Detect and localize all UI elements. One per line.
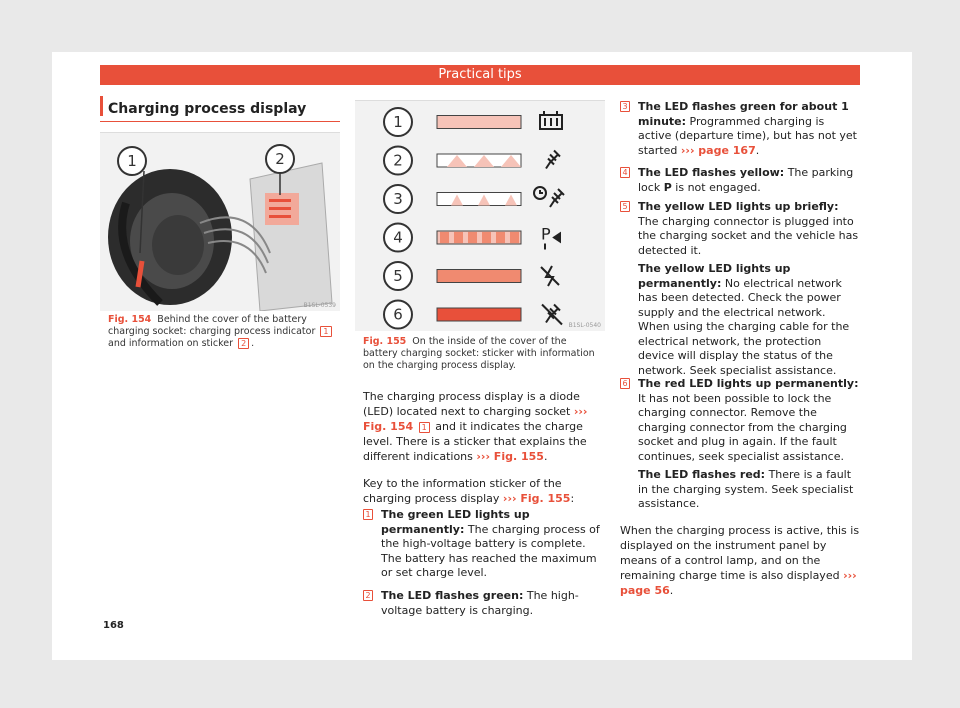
parking-p-letter: P [663,180,672,194]
link-fig155-key[interactable]: ››› Fig. 155 [502,492,571,505]
svg-text:P: P [541,224,551,244]
key-item-3 [622,100,860,158]
section-marker [100,96,103,116]
item-number: 4 [620,167,630,178]
led-bar [437,308,521,321]
row-number: 2 [393,151,403,170]
outro-tail: . [669,584,674,597]
no-power-icon [541,266,559,286]
svg-text:1: 1 [127,152,137,170]
fig155-caption-text: On the inside of the cover of the battery charging socket: sticker with information on the charging process display. [363,336,595,371]
led-bar [437,231,521,244]
fig155-caption [363,336,603,372]
outro-text: When the charging process is active, this is displayed on the instrument panel by means of a control lamp, and on the remaining charge time is also displayed [620,524,860,582]
led-bar [437,116,521,129]
intro-paragraph [363,389,603,464]
item-number: 2 [363,590,373,601]
fig154-image [100,132,340,311]
row-number: 1 [393,113,403,131]
item-body: It has not been possible to lock the charging connector. Remove the charging connector from the charging socket and plug in again. If the fault continues, seek specialist assistance. [638,391,847,463]
fig154-label: Fig. 154 [108,314,152,325]
item-tail: is not engaged. [675,180,761,194]
led-sticker-diagram [355,101,605,331]
item-tail: . [755,143,760,157]
parking-p-icon [541,225,560,250]
item-body: The charging process of the high-voltage battery is complete. The battery has reached the maximum or set charge level. [381,522,600,579]
fig154-code: B1SL-0539 [303,302,336,309]
fig154-caption [108,314,340,350]
item-head-2: The yellow LED lights up permanently: [638,262,791,290]
fig154-caption-a: Behind the cover of the battery charging socket: charging process indicator [108,314,316,337]
section-title: Charging process display [108,101,307,117]
key-item-1 [365,508,603,581]
led-dash [440,232,449,243]
key-item-2 [365,589,603,618]
fig154-caption-c: . [251,338,255,349]
item-body-2: No electrical network has been detected. Check the power supply and the electrical network. When using the charging cable for the electrical network, the protection device will display the status of the network. Seek specialist assistance. [638,276,850,377]
key-paragraph [363,476,603,506]
row-number: 6 [393,305,403,324]
item-body: The parking lock [638,166,854,194]
row-number: 4 [393,228,403,247]
item-number: 1 [363,509,373,520]
link-fig154[interactable]: ››› Fig. 154 [363,405,588,433]
item-body: The high-voltage battery is charging. [381,589,579,617]
row-number: 3 [393,190,403,208]
intro-text-a: The charging process display is a diode (LED) located next to charging socket [363,390,580,418]
intro-text-b: and it indicates the charge level. There is a sticker that explains the different indications [363,420,587,463]
key-colon: : [570,492,575,505]
key-item-5 [622,200,860,378]
link-page-56[interactable]: ››› page 56 [620,569,857,597]
plug-icon [546,151,560,169]
row-number: 5 [393,267,403,285]
svg-text:2: 2 [275,150,285,168]
caption-callout-2: 2 [238,338,249,349]
led-dash [468,232,477,243]
item-number: 5 [620,201,630,212]
intro-callout-1: 1 [419,422,430,433]
page-number: 168 [103,620,124,631]
chapter-band: Practical tips [100,65,860,85]
item-body-2: There is a fault in the charging system. Seek specialist assistance. [638,468,854,510]
fig155-label: Fig. 155 [363,336,407,347]
led-dash [496,232,505,243]
fig155-image [355,100,605,331]
timer-plug-icon [534,187,564,207]
item-head: The LED flashes green for about 1 minute: [638,100,849,128]
item-head: The yellow LED lights up briefly: [638,200,839,213]
key-item-4 [622,166,860,195]
led-dash [454,232,463,243]
item-head: The red LED lights up permanently: [638,377,859,390]
intro-text-c: . [543,450,548,463]
fig154-caption-b: and information on sticker [108,338,234,349]
section-underline [100,121,340,122]
led-dash [482,232,491,243]
item-body: Programmed charging is active (departure time), but has not yet started [638,114,857,157]
fig155-code: B1SL-0540 [568,322,601,329]
key-text: Key to the information sticker of the charging process display [363,477,562,505]
item-head-2: The LED flashes red: [638,468,766,481]
caption-callout-1: 1 [320,326,331,337]
led-bar [437,270,521,283]
item-head: The green LED lights up permanently: [381,508,530,536]
item-number: 3 [620,101,630,112]
item-body: The charging connector is plugged into the charging socket and the vehicle has detected it. [638,214,859,257]
link-page-167[interactable]: ››› page 167 [680,143,756,157]
plug-crossed-icon [542,305,562,325]
item-head: The LED flashes yellow: [638,166,785,179]
outro-paragraph [620,523,860,598]
item-number: 6 [620,378,630,389]
item-head: The LED flashes green: [381,589,524,602]
key-item-6 [622,377,860,512]
battery-full-icon [540,111,562,129]
link-fig155[interactable]: ››› Fig. 155 [476,450,544,463]
led-dash [510,232,519,243]
